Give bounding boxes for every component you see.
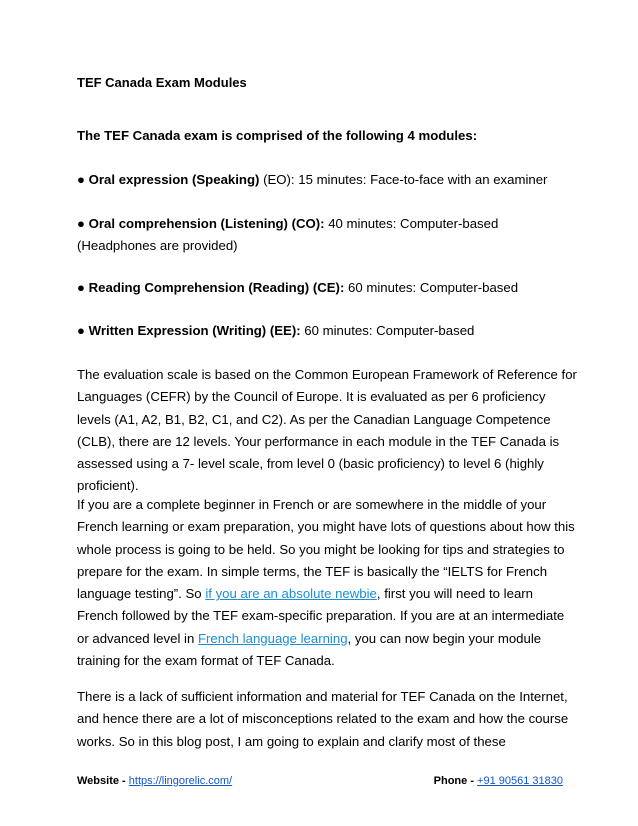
module-label: Written Expression (Writing) (EE):: [88, 323, 301, 338]
module-label: Oral comprehension (Listening) (CO):: [88, 216, 325, 231]
module-desc: 60 minutes: Computer-based: [344, 280, 519, 295]
footer-phone: [434, 774, 563, 788]
paragraph-evaluation: The evaluation scale is based on the Common European Framework of Reference for Languages (CEFR) by the Council of Europe. It is evaluated as per 6 proficiency levels (A1, A2, B1, B2, C1, and C2). As per the Canadian Language Competence (CLB), there are 12 levels. Your performance in each module in the TEF Canada is assessed using a 7- level scale, from level 0 (basic proficiency) to level 6 (highly proficient).: [77, 367, 577, 494]
footer-website: [77, 774, 232, 788]
module-item-writing: [77, 320, 577, 342]
module-label: Oral expression (Speaking): [88, 172, 260, 187]
intro-text: The TEF Canada exam is comprised of the following 4 modules:: [77, 128, 478, 143]
module-desc: 60 minutes: Computer-based: [300, 323, 475, 338]
module-item-reading: [77, 277, 577, 299]
paragraph-beginner: [77, 494, 577, 672]
module-bullet: ●: [77, 323, 89, 338]
module-code: (EO):: [259, 172, 295, 187]
module-desc: 40 minutes: Computer-based (Headphones are provided): [77, 216, 499, 254]
french-learning-link[interactable]: French language learning: [197, 630, 348, 646]
paragraph-lack-info: There is a lack of sufficient information and material for TEF Canada on the Internet, and hence there are a lot of misconceptions related to the exam and how the course works. So in this blog post, I am going to explain and clarify most of these: [77, 689, 569, 749]
module-label: Reading Comprehension (Reading) (CE):: [88, 280, 345, 295]
para-text: , first you will need to learn French followed by the TEF exam-specific preparation. If you are at an intermediate or advanced level in: [77, 586, 565, 646]
website-link[interactable]: https://lingorelic.com/: [128, 775, 233, 787]
module-item-speaking: [77, 169, 577, 191]
website-label: Website -: [77, 775, 129, 787]
para-text: , you can now begin your module training for the exam format of TEF Canada.: [77, 630, 542, 669]
phone-link[interactable]: +91 90561 31830: [477, 775, 563, 787]
intro-line: [77, 125, 577, 147]
para-text: If you are a complete beginner in French or are somewhere in the middle of your French learning or exam preparation, you might have lots of questions about how this whole process is going to be held. So you might be looking for tips and strategies to prepare for the exam. In simple terms, the TEF is basically the “IELTS for French language testing”. So: [77, 497, 575, 602]
module-bullet: ●: [77, 172, 89, 187]
page-footer: [77, 774, 563, 788]
doc-title: TEF Canada Exam Modules: [77, 75, 247, 90]
module-bullet: ●: [77, 280, 89, 295]
phone-label: Phone -: [433, 775, 478, 787]
newbie-link[interactable]: if you are an absolute newbie: [205, 586, 377, 602]
module-item-listening: [77, 213, 577, 258]
module-desc: 15 minutes: Face-to-face with an examiner: [294, 172, 548, 187]
module-bullet: ●: [77, 216, 89, 231]
